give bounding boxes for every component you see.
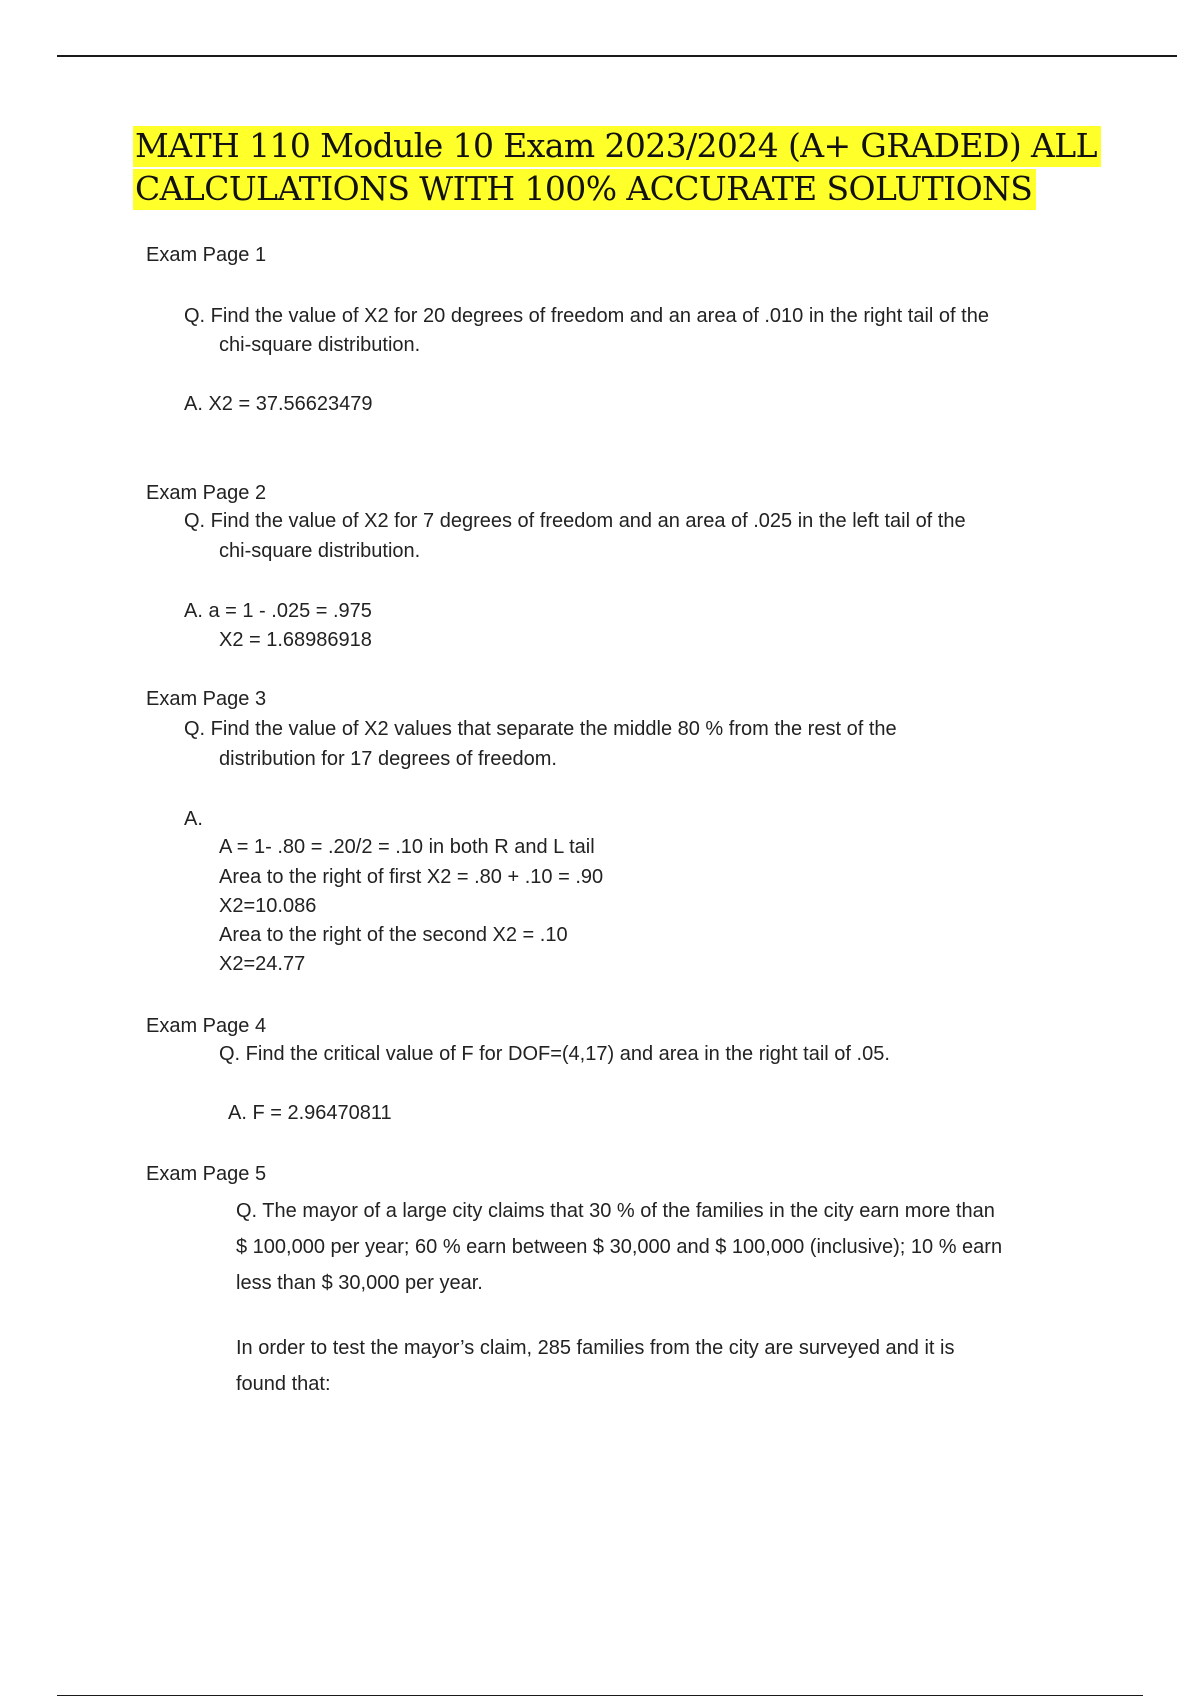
document-title <box>133 124 1133 210</box>
section-label-page-2: Exam Page 2 <box>146 482 267 504</box>
title-line-2: CALCULATIONS WITH 100% ACCURATE SOLUTIONS <box>133 169 1036 210</box>
question-3-line-2: distribution for 17 degrees of freedom. <box>219 748 557 770</box>
question-5-line-4: In order to test the mayor’s claim, 285 families from the city are surveyed and it is <box>236 1337 955 1359</box>
answer-2-line-1: A. a = 1 - .025 = .975 <box>184 600 372 622</box>
question-5-line-1: Q. The mayor of a large city claims that 30 % of the families in the city earn more than <box>236 1200 995 1222</box>
question-2-line-2: chi-square distribution. <box>219 540 421 562</box>
question-5-line-3: less than $ 30,000 per year. <box>236 1272 483 1294</box>
answer-4-line-1: A. F = 2.96470811 <box>228 1102 392 1124</box>
question-5-line-2: $ 100,000 per year; 60 % earn between $ 30,000 and $ 100,000 (inclusive); 10 % earn <box>236 1236 1003 1258</box>
title-line-1: MATH 110 Module 10 Exam 2023/2024 (A+ GRADED) ALL <box>133 126 1101 167</box>
answer-3-line-3: Area to the right of first X2 = .80 + .10 = .90 <box>219 866 604 888</box>
question-1-line-1: Q. Find the value of X2 for 20 degrees of freedom and an area of .010 in the right tail of the <box>184 305 989 327</box>
section-label-page-4: Exam Page 4 <box>146 1015 267 1037</box>
section-label-page-1: Exam Page 1 <box>146 244 267 266</box>
section-label-page-3: Exam Page 3 <box>146 688 267 710</box>
question-5-line-5: found that: <box>236 1373 331 1395</box>
answer-2-line-2: X2 = 1.68986918 <box>219 629 372 651</box>
answer-1-line-1: A. X2 = 37.56623479 <box>184 393 373 415</box>
answer-3-line-5: Area to the right of the second X2 = .10 <box>219 924 568 946</box>
answer-3-line-4: X2=10.086 <box>219 895 317 917</box>
answer-3-line-1: A. <box>184 808 203 830</box>
question-2-line-1: Q. Find the value of X2 for 7 degrees of freedom and an area of .025 in the left tail of the <box>184 510 966 532</box>
question-4-line-1: Q. Find the critical value of F for DOF=(4,17) and area in the right tail of .05. <box>219 1043 890 1065</box>
answer-3-line-2: A = 1- .80 = .20/2 = .10 in both R and L tail <box>219 836 595 858</box>
question-3-line-1: Q. Find the value of X2 values that separate the middle 80 % from the rest of the <box>184 718 897 740</box>
section-label-page-5: Exam Page 5 <box>146 1163 267 1185</box>
top-rule <box>57 55 1177 57</box>
bottom-rule <box>57 1695 1143 1696</box>
answer-3-line-6: X2=24.77 <box>219 953 306 975</box>
question-1-line-2: chi-square distribution. <box>219 334 421 356</box>
